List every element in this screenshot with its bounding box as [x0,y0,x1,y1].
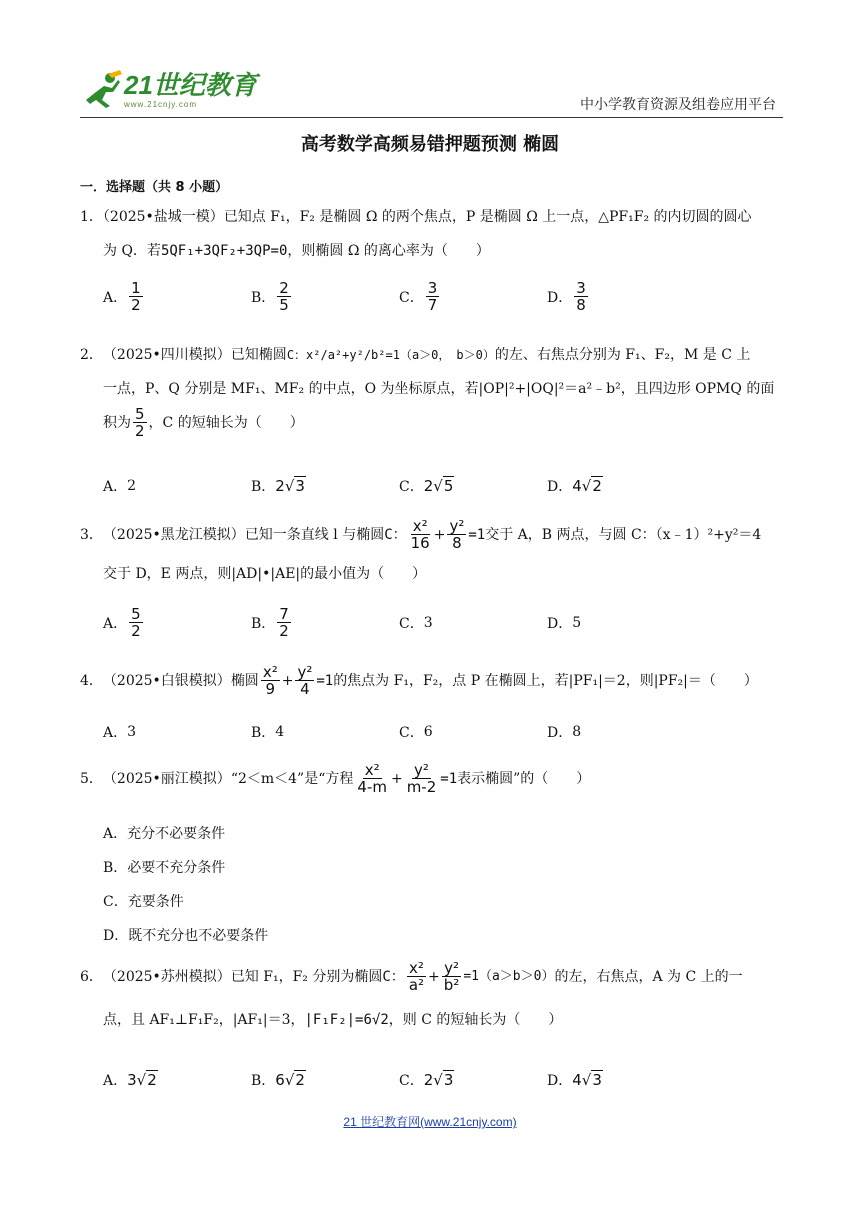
option-d[interactable]: D． $\frac{3}{8}$ [547,279,586,314]
option-c[interactable]: C．充要条件 [103,894,184,910]
ellipse-equation: C：x²/a²+y²/b²=1（a＞0， b＞0） [286,348,495,362]
question-2-options [103,476,783,496]
option-b[interactable]: B． 2√3 [251,477,305,495]
page-header [80,62,780,118]
question-3-options [103,606,783,639]
option-b[interactable]: B． $\frac{2}{5}$ [251,279,289,314]
option-c[interactable]: C． $\frac{3}{7}$ [399,279,438,314]
question-5: 5． （2025•丽江模拟） “2＜m＜4”是“方程 $\frac{\text{x²}}{4-m}$ + $\frac{\text{y²}}{m-2}$ =1 表示椭圆”的（ ） [80,761,591,796]
option-a[interactable]: A． $\frac{1}{2}$ [103,279,141,314]
question-1: 1．（2025•盐城一模）已知点 F₁，F₂ 是椭圆 Ω 的两个焦点，P 是椭圆 Ω 上一点，△PF₁F₂ 的内切圆的圆心 为 Q．若5QF₁+3QF₂+3QP=0，则椭圆 Ω 的离心率为（ ） [80,209,752,259]
question-4-options [103,722,783,742]
option-a[interactable]: A． $\frac{5}{2}$ [103,605,141,640]
option-a[interactable]: A． 3 [103,724,137,741]
runner-logo-icon [80,70,124,110]
option-c[interactable]: C． 3 [399,614,433,632]
option-c[interactable]: C． 2√5 [399,477,454,495]
logo-text: 21世纪教育 [124,69,257,100]
logo-url: www.21cnjy.com [124,99,197,109]
question-4: 4． （2025•白银模拟） 椭圆 $\frac{\text{x²}}{9}$ + $\frac{\text{y²}}{4}$ =1 的焦点为 F₁，F₂，点 P 在椭圆上，若|PF₁|＝2，则|PF₂|＝（ ） [80,663,758,698]
option-d[interactable]: D．既不充分也不必要条件 [103,928,269,944]
option-a[interactable]: A． 3√2 [103,1071,157,1089]
page-title: 高考数学高频易错押题预测 椭圆 [300,134,560,155]
logo [80,70,257,110]
option-d[interactable]: D． 4√2 [547,477,602,495]
option-c[interactable]: C． 2√3 [399,1071,454,1089]
question-2: 2． （2025•四川模拟） 已知椭圆 C：x²/a²+y²/b²=1（a＞0， b＞0） 的左、右焦点分别为 F₁、F₂，M 是 C 上 一点，P、Q 分别是 MF₁、MF₂ 的中点，O 为坐标原点，若|OP|²+|OQ|²＝a²﹣b²，且四边形 OPMQ 的面 积为 $\frac{5}{2}$ ，C 的短轴长为（ ） [80,344,785,439]
option-d[interactable]: D． 8 [547,724,582,741]
option-a[interactable]: A． 2 [103,478,137,495]
platform-label: 中小学教育资源及组卷应用平台 [580,96,776,112]
question-1-options [103,280,783,313]
abs-equation: |F₁F₂|=6√2 [304,1012,389,1028]
option-d[interactable]: D． 4√3 [547,1071,602,1089]
question-3: 3． （2025•黑龙江模拟） 已知一条直线 l 与椭圆 C： $\frac{\text{x²}}{16}$ + $\frac{\text{y²}}{8}$ =1 交于 A，B 两点，与圆 C：（x﹣1）²+y²＝4 交于 D，E 两点，则|AD|•|AE|的最小值为（ ） [80,517,762,582]
option-a[interactable]: A．充分不必要条件 [103,826,226,842]
section-heading: 一．选择题（共 8 小题） [80,180,229,195]
header-divider [80,117,783,118]
question-6: 6． （2025•苏州模拟） 已知 F₁，F₂ 分别为椭圆 C： $\frac{\text{x²}}{\text{a²}}$ + $\frac{\text{y²}}{\text{b²}}$ =1（a＞b＞0） 的左，右焦点，A 为 C 上的一 点，且 AF₁⊥F₁F₂，|AF₁|＝3，|F₁F₂|=6√2，则 C 的短轴长为（ ） [80,959,743,1028]
question-6-options [103,1070,783,1090]
vector-equation: 5QF₁+3QF₂+3QP=0 [160,243,288,259]
option-b[interactable]: B． 6√2 [251,1071,305,1089]
option-c[interactable]: C． 6 [399,724,433,741]
footer-link[interactable]: 21 世纪教育网(www.21cnjy.com) [343,1115,517,1129]
option-b[interactable]: B． 4 [251,724,285,741]
option-b[interactable]: B．必要不充分条件 [103,860,226,876]
option-d[interactable]: D． 5 [547,614,582,632]
option-b[interactable]: B． $\frac{7}{2}$ [251,605,289,640]
